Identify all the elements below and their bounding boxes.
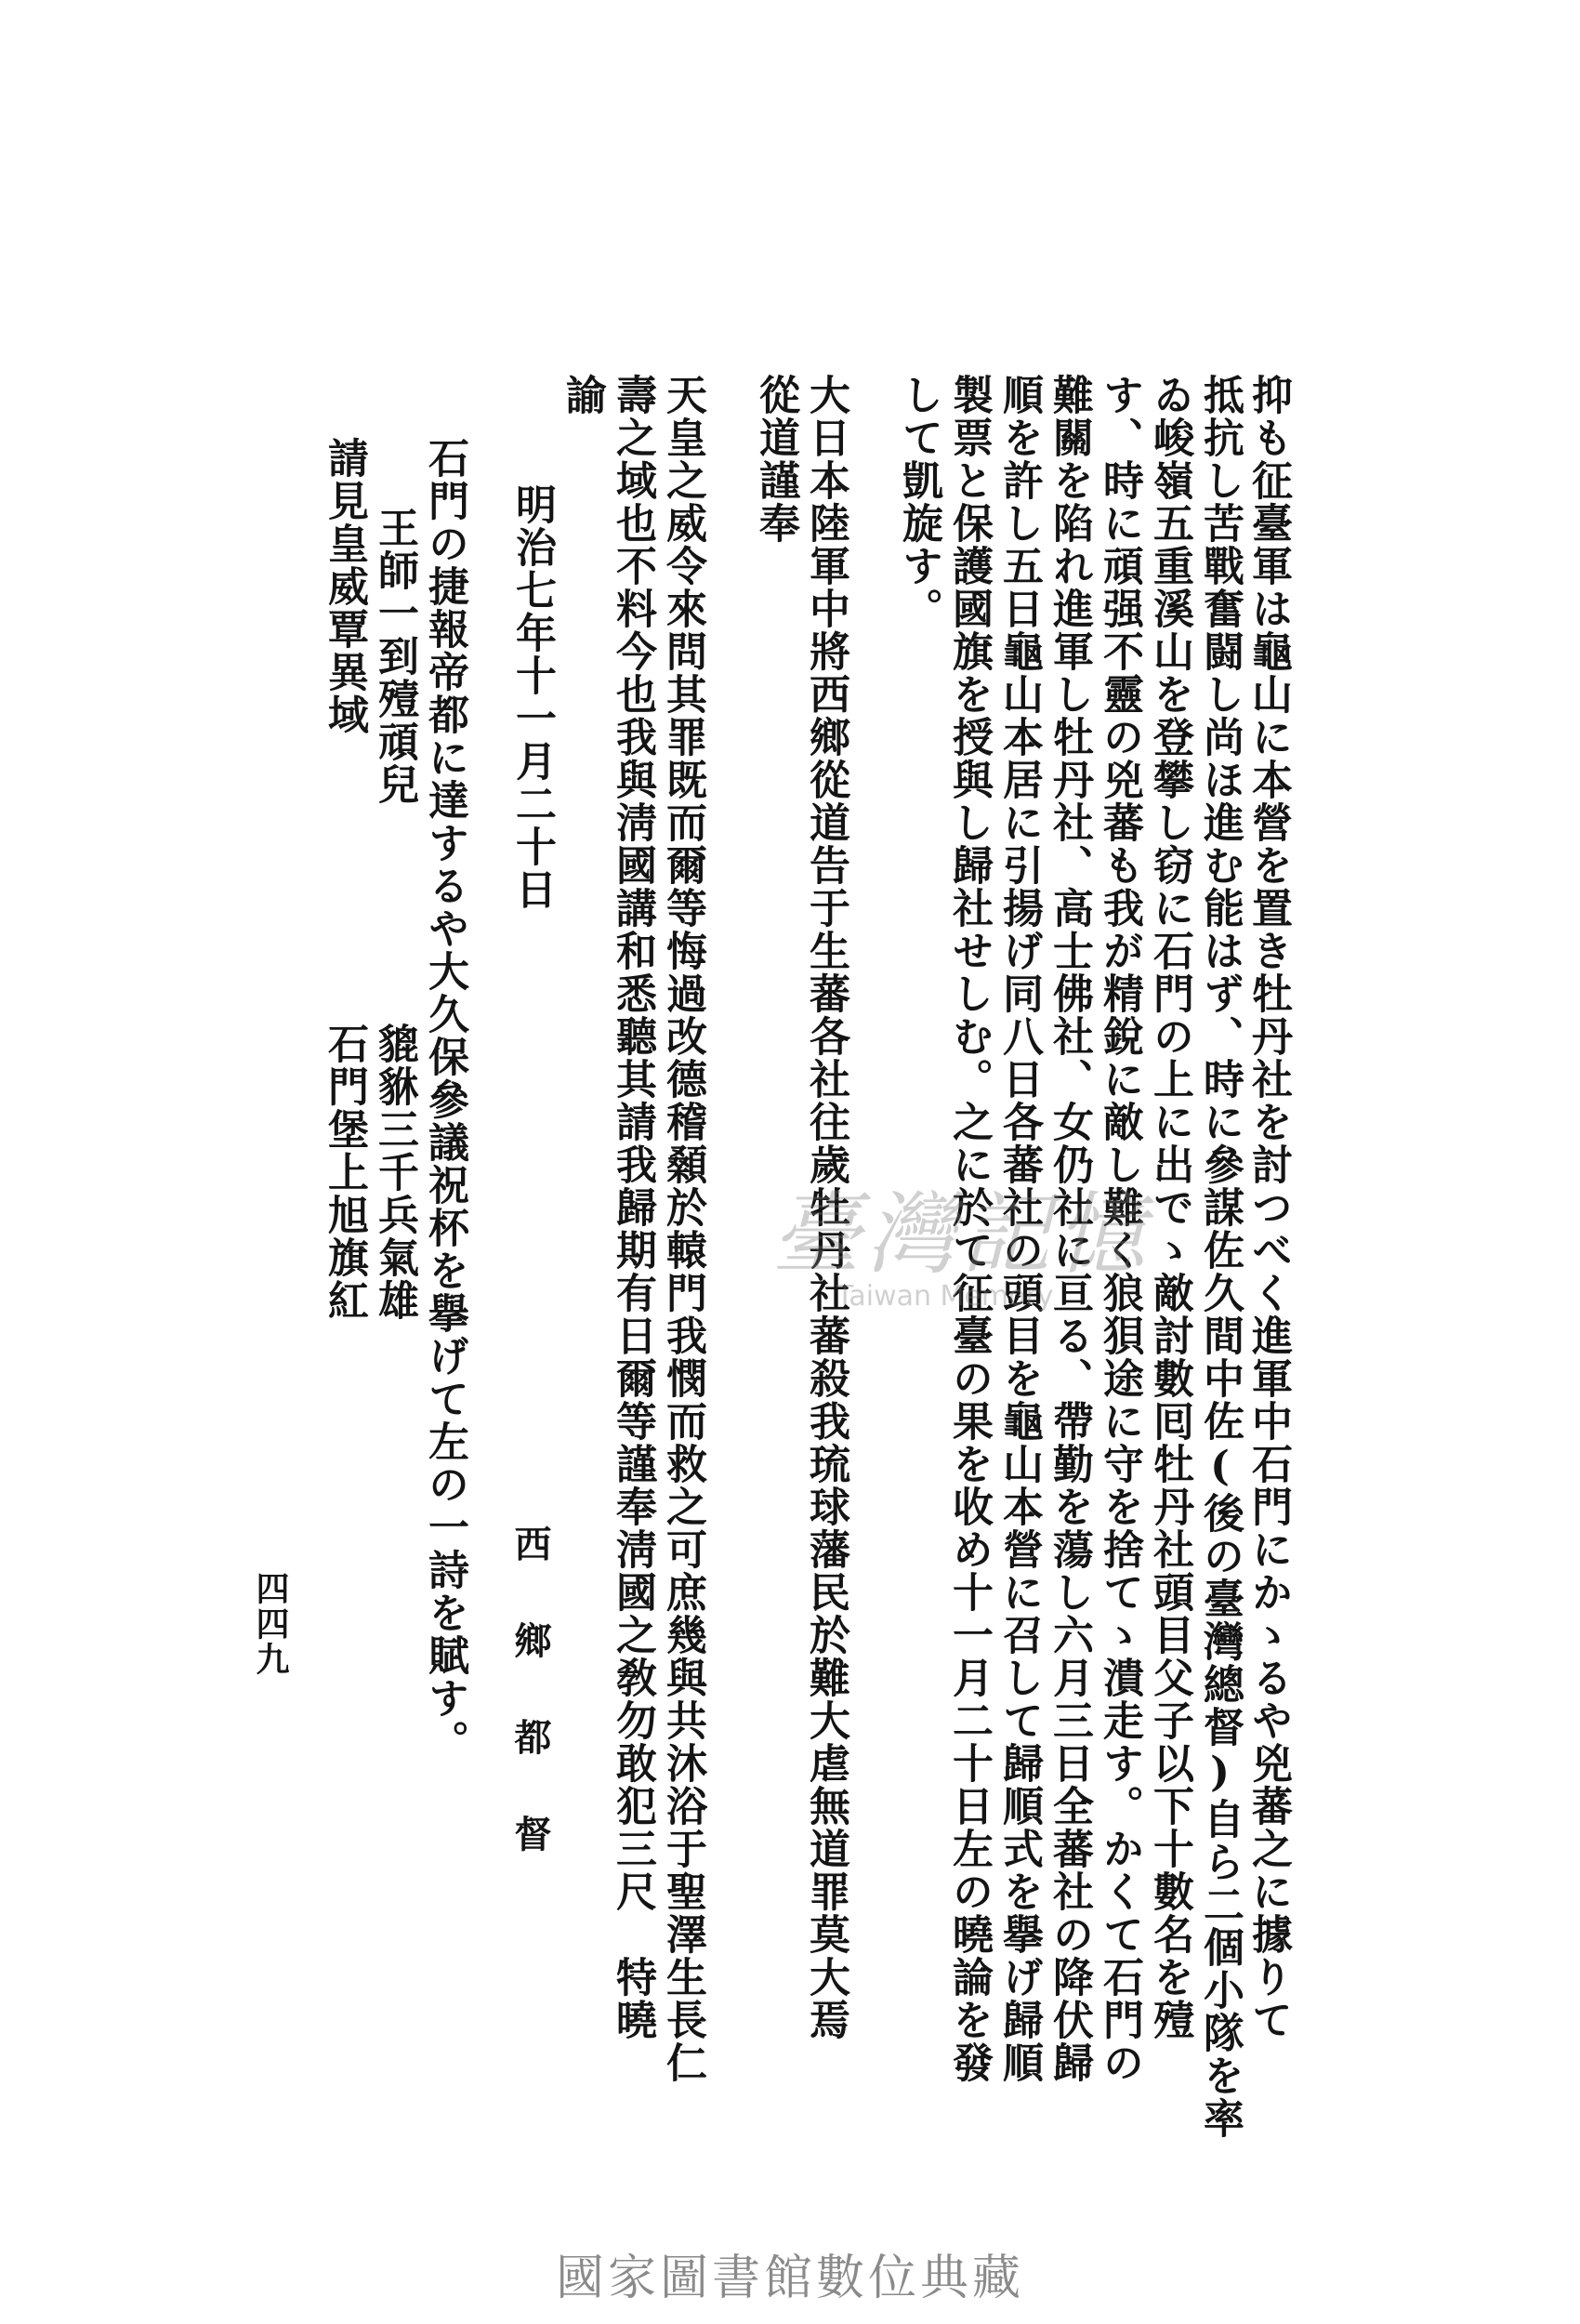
body-column-1: 抑も征臺軍は龜山に本營を置き牡丹社を討つべく進軍中石門にかゝるや兇蕃之に據りて [1244,374,1292,2041]
proclamation-line-1: 大日本陸軍中將西鄉從道告于生蕃各社往歲牡丹社蕃殺我琉球藩民於難大虐無道罪莫大焉 [802,374,849,2041]
body-column-2: 抵抗し苦戰奮闘し尚ほ進む能はず、時に參謀佐久間中佐(後の臺灣總督)自ら二個小隊を率 [1196,374,1244,2140]
body-column-6: 順を許し五日龜山本居に引揚げ同八日各蕃社の頭目を龜山本營に召して歸順式を擧げ歸順 [995,374,1043,2084]
proclamation-signature: 西 鄉 都 督 [508,1525,552,1863]
poem-line-1: 王師一到殪頑兒 [371,507,418,806]
body-column-7: 製票と保護國旗を授與し歸社せしむ。之に於て征臺の果を收め十一月二十日左の曉論を發 [945,374,993,2084]
proclamation-line-3: 天皇之威令來問其罪既而爾等悔過改德稽顙於轅門我憫而救之可庶幾與共沐浴于聖澤生長仁 [659,374,706,2084]
body-column-5: 難關を陷れ進軍し牡丹社、高士佛社、女仍社に亘る、帶勤を蕩し六月三日全蕃社の降伏歸 [1046,374,1093,2084]
poem-line-2: 貔貅三千兵氣雄 [371,1023,418,1322]
watermark-caption: Taiwan Memory [836,1280,1054,1313]
proclamation-line-5: 諭 [559,374,606,416]
poem-line-3: 請見皇威覃異域 [321,437,368,736]
body-column-3: ゐ峻嶺五重溪山を登攀し窃に石門の上に出でゝ敵討數囘牡丹社頭目父子以下十數名を殪 [1146,374,1193,2041]
page-number: 四四九 [251,1571,290,1677]
poem-intro: 石門の捷報帝都に達するや大久保參議祝杯を擧げて左の一詩を賦す。 [421,437,468,1763]
poem-line-4: 石門堡上旭旗紅 [321,1023,368,1322]
body-column-4: す、時に頑强不靈の兇蕃も我が精銳に敵し難く狼狽途に守を捨てゝ潰走す。かくて石門の [1096,374,1143,2084]
proclamation-line-4: 壽之域也不料今也我與淸國講和悉聽其請我歸期有日爾等謹奉淸國之敎勿敢犯三尺 特曉 [609,374,656,2041]
watermark-logo: 臺灣記憶 [771,1182,1151,1287]
proclamation-line-2: 從道謹奉 [752,374,799,545]
footer-archive-label: 國家圖書館數位典藏 [555,2251,1024,2306]
proclamation-date: 明治七年十一月二十日 [508,483,556,911]
body-column-8: して凱旋す。 [895,374,942,630]
